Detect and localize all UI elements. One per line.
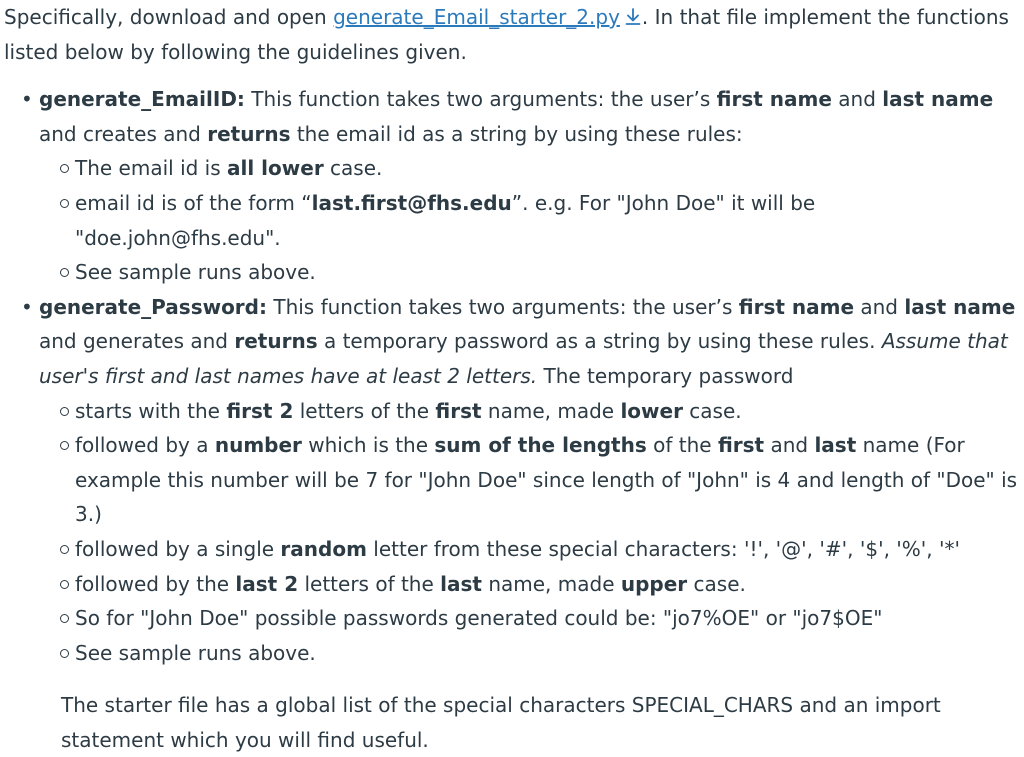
text-run: and (831, 87, 883, 112)
rule-item (39, 428, 1020, 532)
text-run: name, made (481, 398, 621, 423)
rule-item (39, 186, 1020, 255)
text-run: name, made (481, 571, 621, 596)
text-run: See sample runs above. (75, 260, 316, 285)
text-run: starts with the (75, 398, 227, 423)
function-name: generate_Password: (39, 294, 267, 319)
text-run: of the (646, 433, 718, 458)
text-run: ”. e.g. For "John Doe" it will be "doe.john@fhs.edu". (75, 190, 816, 250)
bold-text: number (214, 433, 302, 458)
text-run: letter from these special characters: '!', '@', '#', '$', '%', '*' (366, 536, 960, 561)
rule-item (39, 601, 1020, 636)
text-run: and generates and (39, 329, 235, 354)
text-run: So for "John Doe" possible passwords generated could be: "jo7%OE" or "jo7$OE" (75, 606, 883, 631)
text-run: followed by the (75, 571, 236, 596)
bold-text: all lower (227, 156, 324, 181)
closing-paragraph: The starter file has a global list of the special characters SPECIAL_CHARS and an import statement which you will find useful. (61, 693, 941, 752)
bold-text: last name (882, 87, 994, 112)
text-run: the email id as a string by using these rules: (290, 121, 743, 146)
text-run: name (For example this number will be 7 for "John Doe" since length of "John" is 4 and length of "Doe" is 3.) (75, 433, 1018, 527)
rule-list (39, 394, 1020, 671)
bold-text: last (440, 571, 482, 596)
text-run: and (854, 294, 905, 319)
text-run: case. (687, 571, 746, 596)
text-run: followed by a single (75, 536, 281, 561)
text-run: This function takes two arguments: the user’s (244, 87, 717, 112)
text-run: email id is of the form “ (75, 190, 312, 215)
bold-text: first name (738, 294, 855, 319)
download-icon[interactable] (624, 8, 642, 26)
starter-file-link[interactable]: generate_Email_starter_2.py (333, 5, 620, 29)
text-run: followed by a (75, 433, 215, 458)
text-run: letters of the (293, 398, 436, 423)
italic-text: Assume that user's first and last names have at least 2 letters. (39, 329, 1008, 388)
rule-item (39, 636, 1020, 671)
text-run: See sample runs above. (75, 640, 316, 665)
intro-prefix: Specifically, download and open (4, 5, 334, 29)
function-name: generate_EmailID: (39, 87, 245, 112)
bold-text: returns (207, 121, 291, 146)
bold-text: lower (620, 398, 683, 423)
rule-item (39, 394, 1020, 429)
intro-suffix: . In that file implement the functions listed below by following the guidelines given. (4, 5, 1009, 64)
text-run: case. (682, 398, 742, 423)
function-list (4, 82, 1020, 670)
rule-item (39, 151, 1020, 186)
function-item (4, 290, 1020, 671)
bold-text: last (814, 433, 857, 458)
bold-text: last name (904, 294, 1016, 319)
text-run: which is the (301, 433, 435, 458)
text-run: The temporary password (537, 363, 794, 388)
bold-text: last.first@fhs.edu (311, 190, 512, 215)
rule-item (39, 567, 1020, 602)
rule-item (39, 532, 1020, 567)
bold-text: first (717, 433, 765, 458)
text-run: and (764, 433, 815, 458)
bold-text: sum of the lengths (434, 433, 647, 458)
bold-text: first 2 (226, 398, 294, 423)
text-run: The email id is (75, 156, 228, 181)
bold-text: returns (234, 329, 318, 354)
text-run: and creates and (39, 121, 208, 146)
function-item (4, 82, 1020, 290)
bold-text: random (280, 536, 367, 561)
bold-text: first (435, 398, 482, 423)
text-run: case. (323, 156, 383, 181)
text-run: This function takes two arguments: the user’s (267, 294, 739, 319)
bold-text: last 2 (235, 571, 299, 596)
bold-text: upper (620, 571, 688, 596)
rule-list (39, 151, 1020, 289)
text-run: letters of the (298, 571, 441, 596)
rule-item (39, 255, 1020, 290)
text-run: a temporary password as a string by using these rules. (317, 329, 882, 354)
intro-paragraph (4, 0, 1020, 69)
bold-text: first name (716, 87, 832, 112)
